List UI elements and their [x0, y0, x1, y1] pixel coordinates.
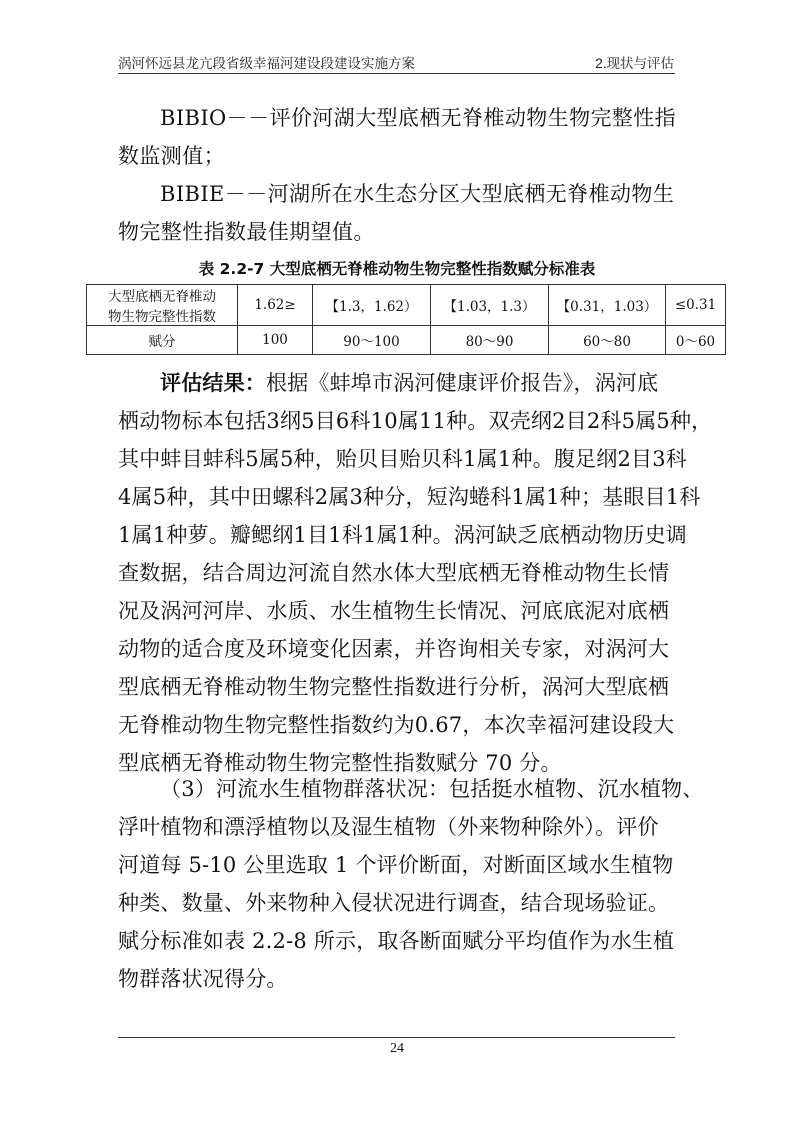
section-3-line: 浮叶植物和漂浮植物以及湿生植物（外来物种除外）。评价: [118, 815, 659, 839]
threshold-cell: 【1.03，1.3）: [431, 285, 549, 326]
assessment-line: 况及涡河河岸、水质、水生植物生长情况、河底底泥对底栖: [118, 599, 670, 623]
table-caption: 表 2.2-7 大型底栖无脊椎动物生物完整性指数赋分标准表: [198, 260, 596, 278]
table-row-index: [87, 285, 726, 326]
assessment-line: 栖动物标本包括3纲5目6科10属11种。双壳纲2目2科5属5种，: [118, 409, 713, 433]
bibie-definition-line-2: 物完整性指数最佳期望值。: [118, 220, 375, 244]
score-cell: 90～100: [313, 326, 431, 355]
assessment-line: 型底栖无脊椎动物生物完整性指数进行分析，涡河大型底栖: [118, 675, 670, 699]
assessment-line: 4属5种，其中田螺科2属3种分，短沟蜷科1属1种；基眼目1科: [118, 485, 701, 509]
assessment-line: 动物的适合度及环境变化因素，并咨询相关专家，对涡河大: [118, 637, 670, 661]
definitions-block: [118, 99, 676, 251]
bibie-definition-line-1: BIBIE－－河湖所在水生态分区大型底栖无脊椎动物生: [160, 182, 675, 206]
header-divider: [118, 73, 675, 74]
footer-divider: [118, 1037, 675, 1038]
section-3-line: 种类、数量、外来物种入侵状况进行调查，结合现场验证。: [118, 891, 670, 915]
assessment-block: [118, 364, 713, 782]
score-standard-table: [86, 284, 726, 355]
score-cell: 0～60: [666, 326, 726, 355]
assessment-text: 根据《蚌埠市涡河健康评价报告》，涡河底: [266, 371, 659, 395]
bibio-definition-line-2: 数监测值；: [118, 144, 225, 168]
threshold-cell: ≤0.31: [666, 285, 726, 326]
section-3-line: 河道每 5-10 公里选取 1 个评价断面，对断面区域水生植物: [118, 853, 674, 877]
section-3-line: （3）河流水生植物群落状况：包括挺水植物、沉水植物、: [160, 777, 704, 801]
threshold-cell: 【0.31，1.03）: [549, 285, 666, 326]
table-row-score: [87, 326, 726, 355]
score-cell: 80～90: [431, 326, 549, 355]
threshold-cell: 【1.3，1.62）: [313, 285, 431, 326]
section-title: 2.现状与评估: [595, 56, 674, 71]
assessment-line: 查数据，结合周边河流自然水体大型底栖无脊椎动物生长情: [118, 561, 670, 585]
index-label-line-2: 物生物完整性指数: [108, 309, 216, 325]
assessment-line: [118, 364, 676, 402]
document-title: 涡河怀远县龙亢段省级幸福河建设段建设实施方案: [118, 56, 415, 71]
assessment-line: 无脊椎动物生物完整性指数约为0.67，本次幸福河建设段大: [118, 713, 675, 737]
threshold-cell: 1.62≥: [238, 285, 313, 326]
section-3-block: [118, 770, 704, 998]
index-label-line-1: 大型底栖无脊椎动: [108, 289, 216, 305]
table-row-label: [87, 285, 238, 326]
section-3-line: 物群落状况得分。: [118, 967, 288, 991]
page-header: [118, 52, 674, 74]
score-cell: 100: [238, 326, 313, 355]
assessment-line: 型底栖无脊椎动物生物完整性指数赋分 70 分。: [118, 751, 562, 775]
assessment-line: 其中蚌目蚌科5属5种，贻贝目贻贝科1属1种。腹足纲2目3科: [118, 447, 687, 471]
page-number: 24: [390, 1041, 404, 1056]
table-row-label: 赋分: [87, 326, 238, 355]
score-cell: 60～80: [549, 326, 666, 355]
assessment-label: 评估结果：: [160, 370, 266, 395]
section-3-line: 赋分标准如表 2.2-8 所示，取各断面赋分平均值作为水生植: [118, 929, 675, 953]
bibio-definition-line-1: BIBIO－－评价河湖大型底栖无脊椎动物生物完整性指: [160, 106, 677, 130]
assessment-line: 1属1种萝。瓣鳃纲1目1科1属1种。涡河缺乏底栖动物历史调: [118, 523, 687, 547]
